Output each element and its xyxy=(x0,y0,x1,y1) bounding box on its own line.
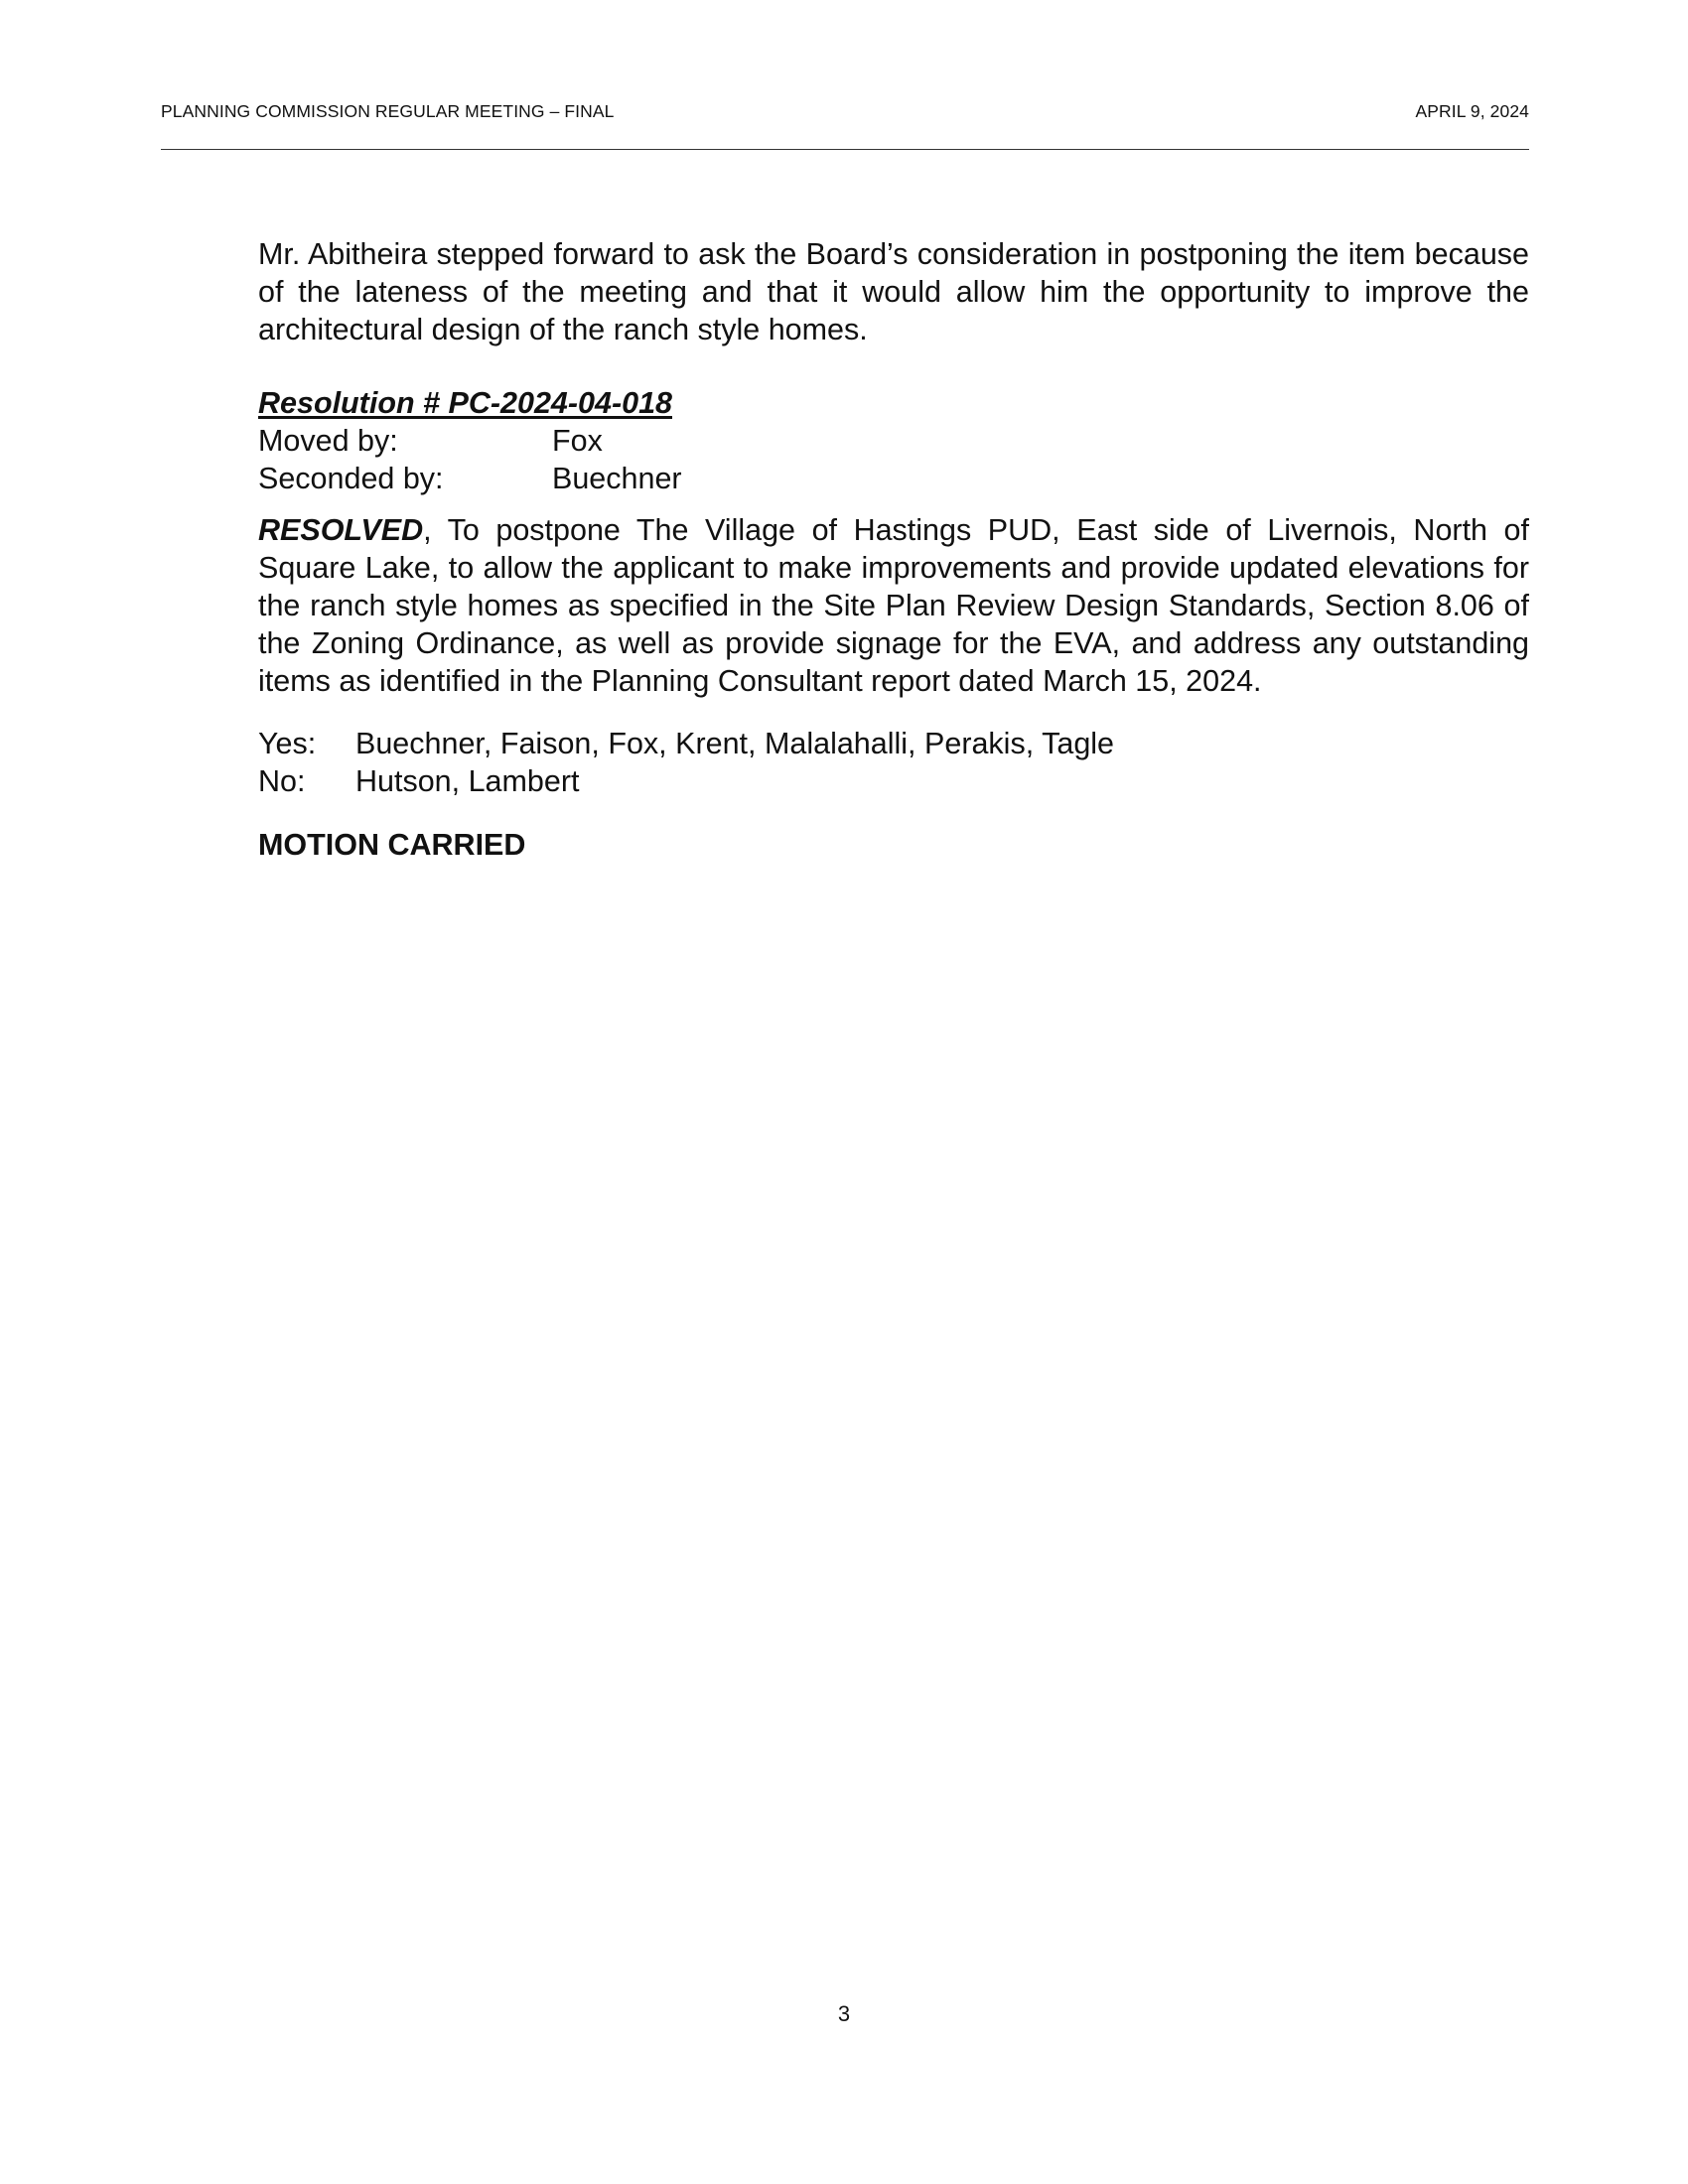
moved-by-value: Fox xyxy=(552,424,603,458)
motion-outcome: MOTION CARRIED xyxy=(258,828,526,862)
intro-paragraph: Mr. Abitheira stepped forward to ask the Board’s consideration in postponing the item because of the lateness of the meeting and that it would allow him the opportunity to improve the architectural design of the ranch style homes. xyxy=(258,237,1529,346)
seconded-by-row xyxy=(258,460,1529,497)
no-voters: Hutson, Lambert xyxy=(355,764,580,798)
no-label: No: xyxy=(258,764,306,798)
yes-voters: Buechner, Faison, Fox, Krent, Malalahalli, Perakis, Tagle xyxy=(355,727,1115,760)
no-vote-row xyxy=(258,762,1529,800)
seconded-by-value: Buechner xyxy=(552,462,682,495)
yes-vote-row xyxy=(258,725,1529,762)
resolved-paragraph xyxy=(258,511,1529,700)
moved-by-label: Moved by: xyxy=(258,424,398,458)
page-body xyxy=(258,235,1529,864)
page-number: 3 xyxy=(837,2001,851,2026)
header-meeting-date: APRIL 9, 2024 xyxy=(1415,101,1529,121)
seconded-by-label: Seconded by: xyxy=(258,462,444,495)
vote-tally xyxy=(258,725,1529,800)
resolution-title: Resolution # PC-2024-04-018 xyxy=(258,386,672,420)
resolved-text: , To postpone The Village of Hastings PUD, East side of Livernois, North of Square Lake, to allow the applicant to make improvements and provide updated elevations for the ranch style homes as specified in the Site Plan Review Design Standards, Section 8.06 of the Zoning Ordinance, as well as provide signage for the EVA, and address any outstanding items as identified in the Planning Consultant report dated March 15, 2024. xyxy=(258,513,1529,698)
yes-label: Yes: xyxy=(258,727,317,760)
page-header xyxy=(161,101,1529,150)
moved-by-row xyxy=(258,422,1529,460)
resolved-label: RESOLVED xyxy=(258,513,424,547)
header-meeting-title: PLANNING COMMISSION REGULAR MEETING – FINAL xyxy=(161,101,615,121)
resolution-block xyxy=(258,384,1529,864)
